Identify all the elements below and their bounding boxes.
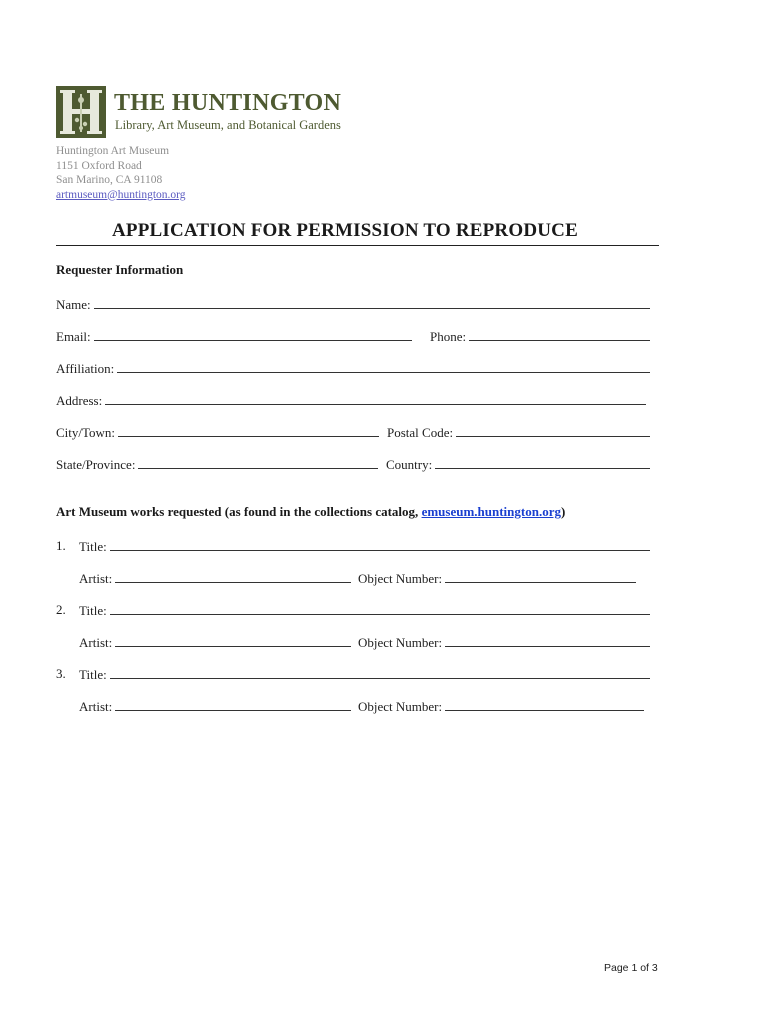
state-label: State/Province: <box>56 457 136 472</box>
huntington-h-logo-icon <box>56 86 106 138</box>
requester-heading: Requester Information <box>56 262 184 277</box>
item-2-title-field[interactable] <box>79 602 650 620</box>
address-input-line[interactable] <box>105 392 646 405</box>
affiliation-input-line[interactable] <box>117 360 650 373</box>
works-heading-text: Art Museum works requested (as found in the collections catalog, <box>56 504 422 519</box>
item-3-object-number-input-line[interactable] <box>445 698 644 711</box>
form-title: APPLICATION FOR PERMISSION TO REPRODUCE <box>112 220 578 241</box>
logo-subtitle: Library, Art Museum, and Botanical Gardens <box>115 118 341 132</box>
address-label: Address: <box>56 393 103 408</box>
email-input-line[interactable] <box>94 328 412 341</box>
works-heading <box>56 504 565 520</box>
email-field[interactable] <box>56 328 412 346</box>
object-number-label: Object Number: <box>358 635 443 650</box>
item-1-object-number-input-line[interactable] <box>445 570 636 583</box>
city-label: City/Town: <box>56 425 116 440</box>
name-field[interactable] <box>56 296 650 314</box>
item-3-artist-field[interactable] <box>79 698 351 716</box>
item-2-object-number-field[interactable] <box>358 634 650 652</box>
title-rule <box>56 220 659 246</box>
item-2-object-number-input-line[interactable] <box>445 634 650 647</box>
postal-code-label: Postal Code: <box>387 425 454 440</box>
name-input-line[interactable] <box>94 296 650 309</box>
item-2-title-input-line[interactable] <box>110 602 650 615</box>
phone-label: Phone: <box>430 329 467 344</box>
item-number: 2. <box>56 602 66 617</box>
title-label: Title: <box>79 667 107 682</box>
city-field[interactable] <box>56 424 379 442</box>
item-3-title-field[interactable] <box>79 666 650 684</box>
catalog-link[interactable]: emuseum.huntington.org <box>421 504 561 519</box>
address-field[interactable] <box>56 392 646 410</box>
artist-label: Artist: <box>79 571 113 586</box>
item-3-object-number-field[interactable] <box>358 698 644 716</box>
works-heading-close: ) <box>560 504 566 519</box>
state-field[interactable] <box>56 456 378 474</box>
item-number: 1. <box>56 538 66 553</box>
postal-code-field[interactable] <box>387 424 650 442</box>
item-3-artist-input-line[interactable] <box>115 698 351 711</box>
postal-code-input-line[interactable] <box>456 424 650 437</box>
item-1-object-number-field[interactable] <box>358 570 636 588</box>
address-line: San Marino, CA 91108 <box>56 174 163 186</box>
affiliation-field[interactable] <box>56 360 650 378</box>
title-label: Title: <box>79 603 107 618</box>
artist-label: Artist: <box>79 699 113 714</box>
page-number: Page 1 of 3 <box>604 962 658 974</box>
country-input-line[interactable] <box>435 456 650 469</box>
phone-input-line[interactable] <box>469 328 650 341</box>
item-1-title-input-line[interactable] <box>110 538 650 551</box>
artist-label: Artist: <box>79 635 113 650</box>
state-input-line[interactable] <box>138 456 378 469</box>
object-number-label: Object Number: <box>358 699 443 714</box>
country-label: Country: <box>386 457 433 472</box>
item-1-artist-input-line[interactable] <box>115 570 351 583</box>
item-3-title-input-line[interactable] <box>110 666 650 679</box>
museum-address <box>56 144 186 202</box>
city-input-line[interactable] <box>118 424 379 437</box>
museum-email-link[interactable]: artmuseum@huntington.org <box>56 188 186 201</box>
country-field[interactable] <box>386 456 650 474</box>
phone-field[interactable] <box>430 328 650 346</box>
name-label: Name: <box>56 297 91 312</box>
affiliation-label: Affiliation: <box>56 361 115 376</box>
address-line: 1151 Oxford Road <box>56 159 142 172</box>
item-1-artist-field[interactable] <box>79 570 351 588</box>
item-1-title-field[interactable] <box>79 538 650 556</box>
logo-name: THE HUNTINGTON <box>114 90 342 116</box>
object-number-label: Object Number: <box>358 571 443 586</box>
title-label: Title: <box>79 539 107 554</box>
email-label: Email: <box>56 329 91 344</box>
item-number: 3. <box>56 666 66 681</box>
item-2-artist-input-line[interactable] <box>115 634 351 647</box>
address-line: Huntington Art Museum <box>56 145 170 157</box>
item-2-artist-field[interactable] <box>79 634 351 652</box>
